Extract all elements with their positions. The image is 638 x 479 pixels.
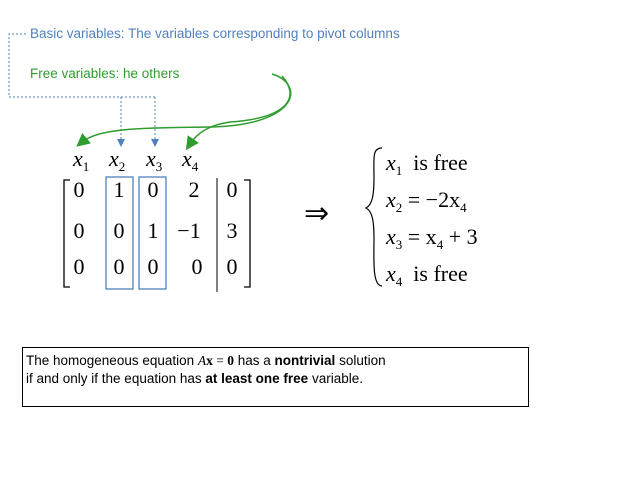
matrix-cell: 0 <box>73 254 85 279</box>
implies-symbol: ⇒ <box>304 196 330 231</box>
matrix-cell: 0 <box>113 254 125 279</box>
matrix-cell: 2 <box>188 177 200 202</box>
matrix-cell: 0 <box>147 254 159 279</box>
matrix-cell: 0 <box>191 254 203 279</box>
var-label-x2: $x_2$ <box>109 146 126 174</box>
basic-variables-note: Basic variables: The variables corresponding to pivot columns <box>30 26 400 41</box>
matrix-cell: 0 <box>226 254 238 279</box>
theorem-text <box>26 352 386 388</box>
system-brace <box>366 148 382 286</box>
matrix-cell: 0 <box>73 218 85 243</box>
matrix-cell: 0 <box>113 218 125 243</box>
var-label-x1: $x_1$ <box>73 146 90 174</box>
matrix-cell: 1 <box>113 177 125 202</box>
matrix-cell: 0 <box>147 177 159 202</box>
var-label-x4: $x_4$ <box>182 146 199 174</box>
solution-line-x4: $x_4$ is free <box>386 261 468 289</box>
matrix-cell: 1 <box>147 218 159 243</box>
matrix-cell: −1 <box>177 218 201 243</box>
matrix-cell: 0 <box>73 177 85 202</box>
theorem-line-1: The homogeneous equation Ax = 0 has a nontrivial solution <box>26 353 386 368</box>
free-arrow-x1 <box>82 74 291 142</box>
solution-line-x2: $x_2 = -2x_4$ <box>386 187 467 215</box>
solution-line-x3: $x_3 = x_4 + 3$ <box>386 224 478 252</box>
solution-line-x1: $x_1$ is free <box>386 150 468 178</box>
free-variables-note: Free variables: he others <box>30 66 180 81</box>
free-arrow-x4 <box>190 76 290 144</box>
matrix-cell: 3 <box>226 218 238 243</box>
theorem-line-2: if and only if the equation has at least one free variable. <box>26 371 363 386</box>
matrix-cell: 0 <box>226 177 238 202</box>
var-label-x3: $x_3$ <box>146 146 163 174</box>
basic-bracket-connector <box>9 34 155 97</box>
